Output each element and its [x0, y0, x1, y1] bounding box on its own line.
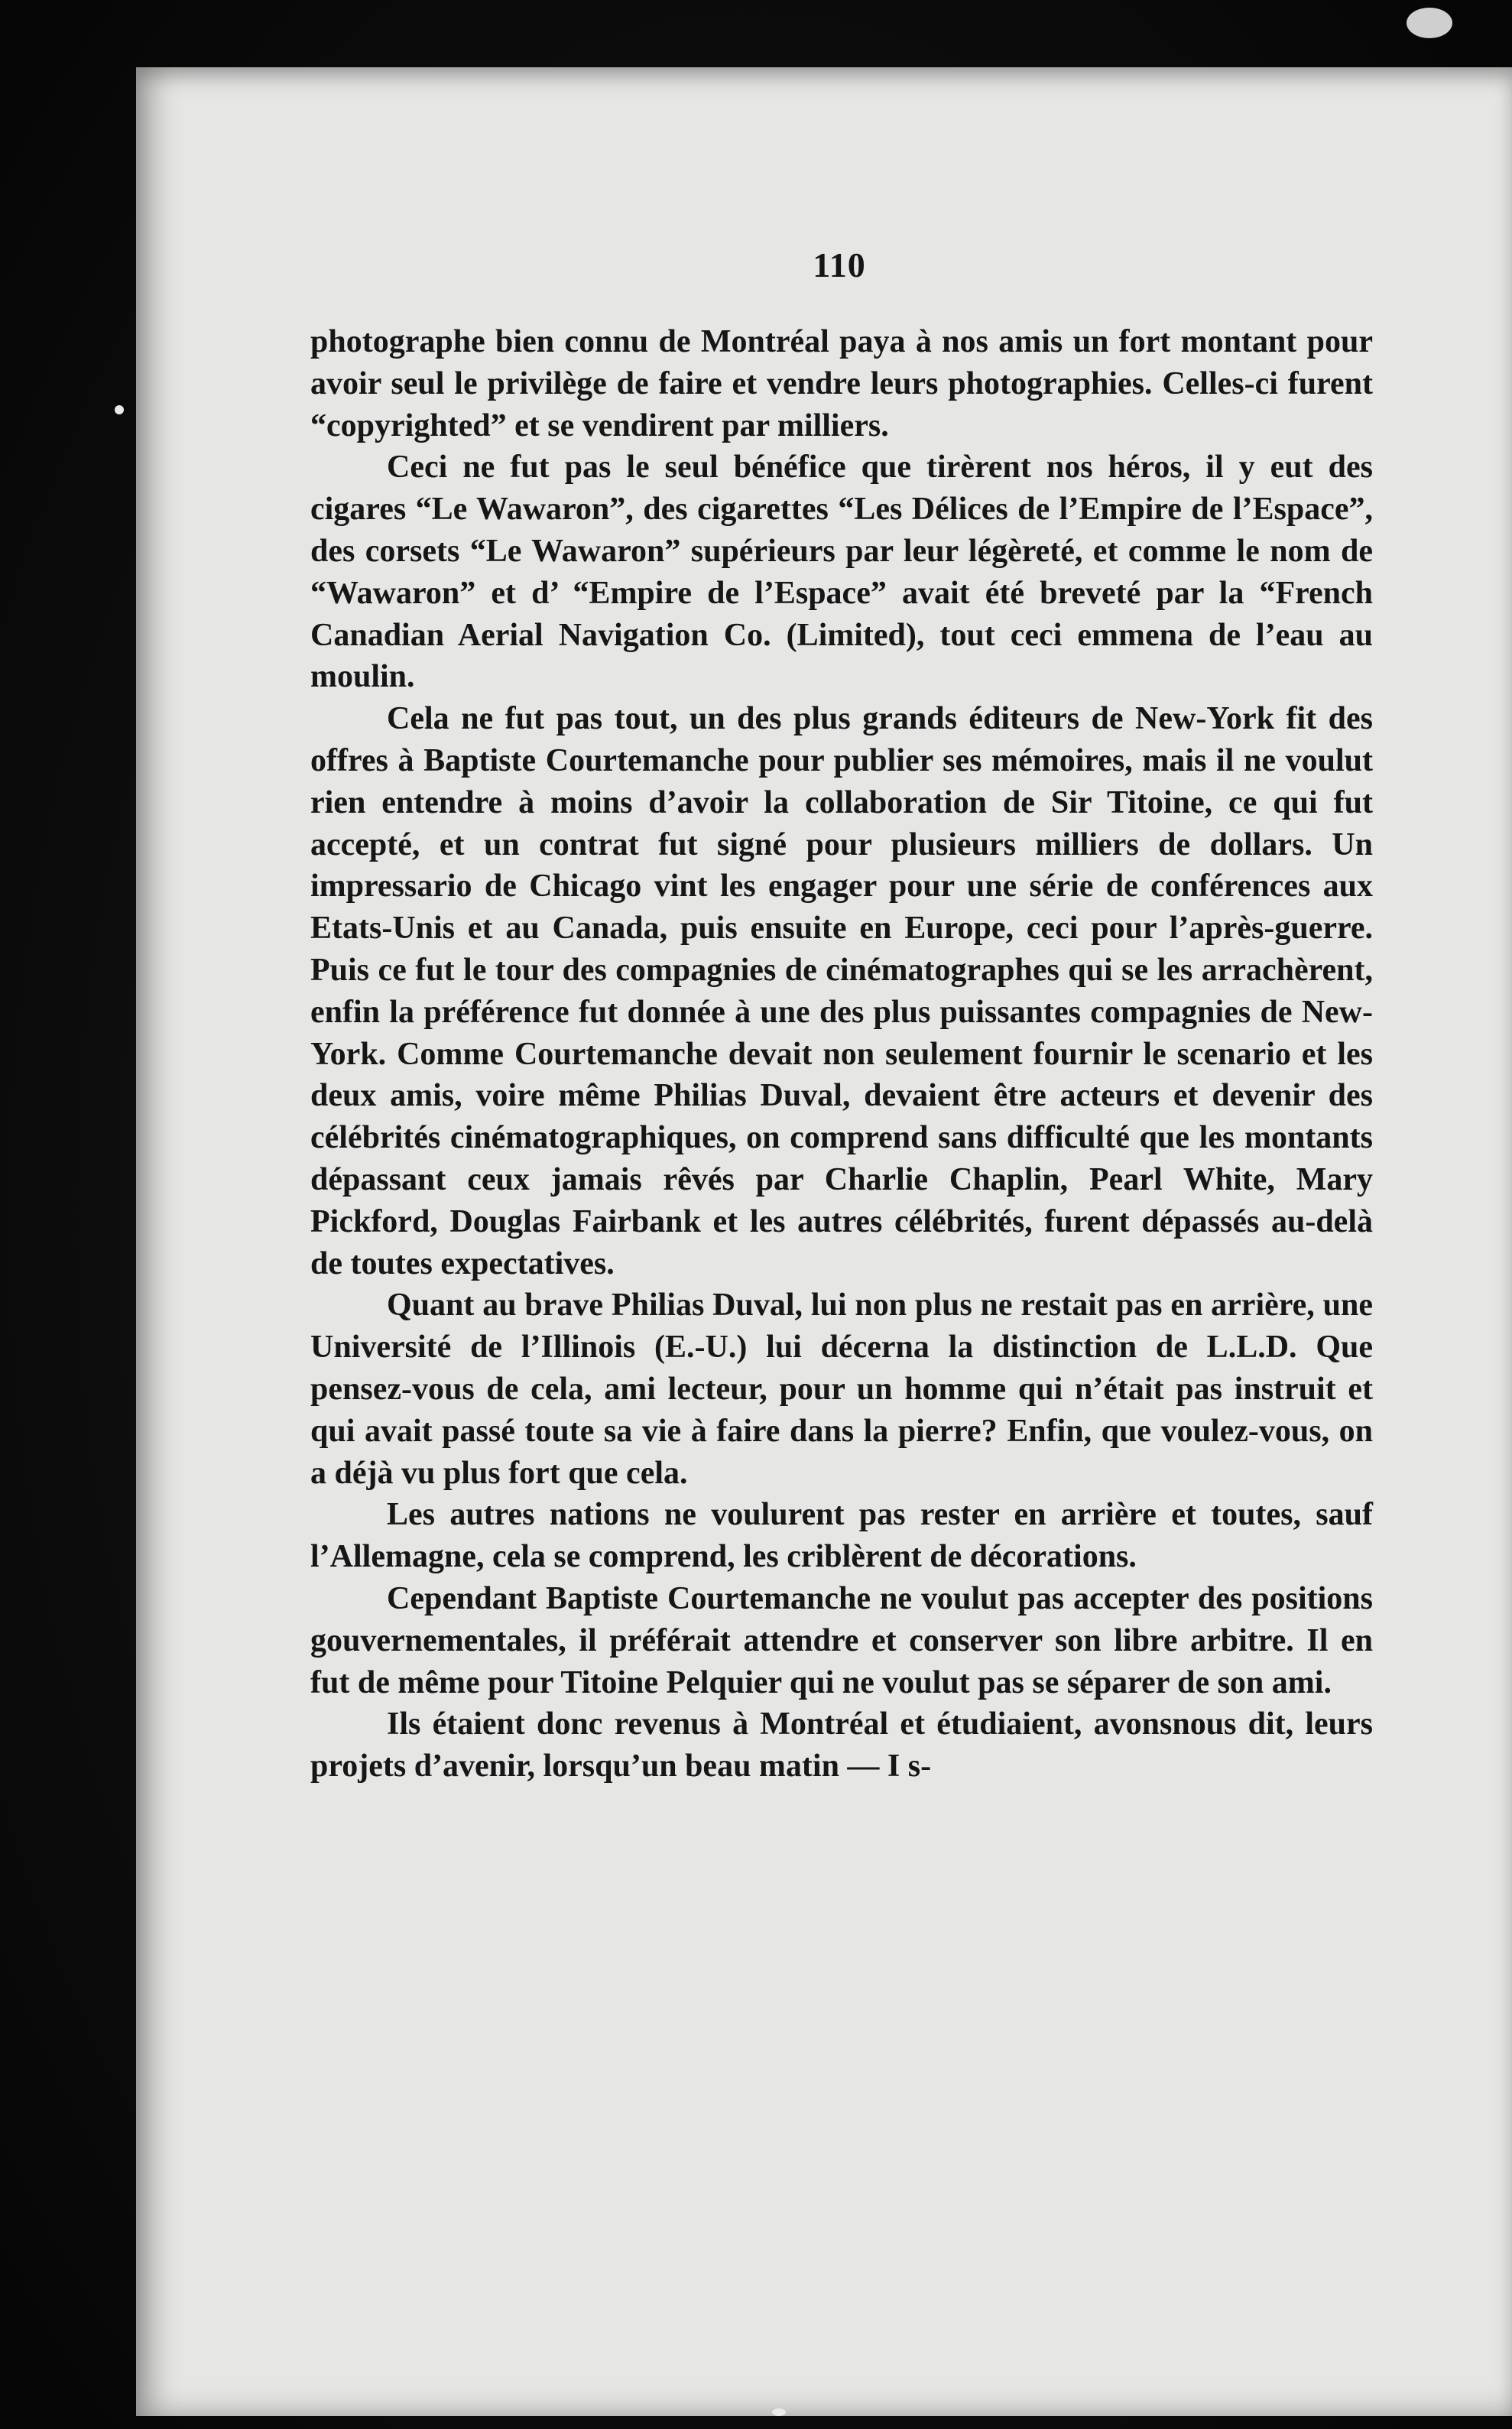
paragraph: Cependant Baptiste Courtemanche ne voulut pas accepter des positions gouvernementales, il préférait attendre et conserver son libre arbitre. Il en fut de même pour Titoine Pelquier qui ne voulut pas se séparer de son ami.: [310, 1580, 1373, 1700]
paragraph: photographe bien connu de Montréal paya à nos amis un fort montant pour avoir seul le privilège de faire et vendre leurs photographies. Celles-ci furent “copyrighted” et se vendirent par milliers.: [310, 324, 1373, 443]
scan-speck: [1407, 8, 1452, 38]
scan-speck: [115, 405, 124, 414]
book-page: [136, 67, 1512, 2416]
page-number: 110: [813, 245, 866, 284]
paragraph: Ils étaient donc revenus à Montréal et étudiaient, avonsnous dit, leurs projets d’avenir, lorsqu’un beau matin — I s-: [310, 1706, 1373, 1784]
paragraph: Cela ne fut pas tout, un des plus grands éditeurs de New-York fit des offres à Baptiste Courtemanche pour publier ses mémoires, mais il ne voulut rien entendre à moins d’avoir la collaboration de Sir Titoine, ce qui fut accepté, et un contrat fut signé pour plusieurs milliers de dollars. Un impressario de Chicago vint les engager pour une série de conférences aux Etats-Unis et au Canada, puis ensuite en Europe, ceci pour l’après-guerre. Puis ce fut le tour des compagnies de cinématographes qui se les arrachèrent, enfin la préférence fut donnée à une des plus puissantes compagnies de New-York. Comme Courtemanche devait non seulement fournir le scenario et les deux amis, voire même Philias Duval, devaient être acteurs et devenir des célébrités cinématographiques, on comprend sans difficulté que les montants dépassant ceux jamais rêvés par Charlie Chaplin, Pearl White, Mary Pickford, Douglas Fairbank et les autres célébrités, furent dépassés au-delà de toutes expectatives.: [310, 701, 1373, 1281]
paragraph: Quant au brave Philias Duval, lui non plus ne restait pas en arrière, une Université de l’Illinois (E.-U.) lui décerna la distinction de L.L.D. Que pensez-vous de cela, ami lecteur, pour un homme qui n’était pas instruit et qui avait passé toute sa vie à faire dans la pierre? Enfin, que voulez-vous, on a déjà vu plus fort que cela.: [310, 1288, 1373, 1491]
body-text: [310, 321, 1373, 1788]
paragraph: Les autres nations ne voulurent pas rester en arrière et toutes, sauf l’Allemagne, cela se comprend, les criblèrent de décorations.: [310, 1497, 1373, 1575]
paragraph: Ceci ne fut pas le seul bénéfice que tirèrent nos héros, il y eut des cigares “Le Wawaron”, des cigarettes “Les Délices de l’Empire de l’Espace”, des corsets “Le Wawaron” supérieurs par leur légèreté, et comme le nom de “Wawaron” et d’ “Empire de l’Espace” avait été breveté par la “French Canadian Aerial Navigation Co. (Limited), tout ceci emmena de l’eau au moulin.: [310, 450, 1373, 695]
scan-speck: [772, 2408, 786, 2416]
